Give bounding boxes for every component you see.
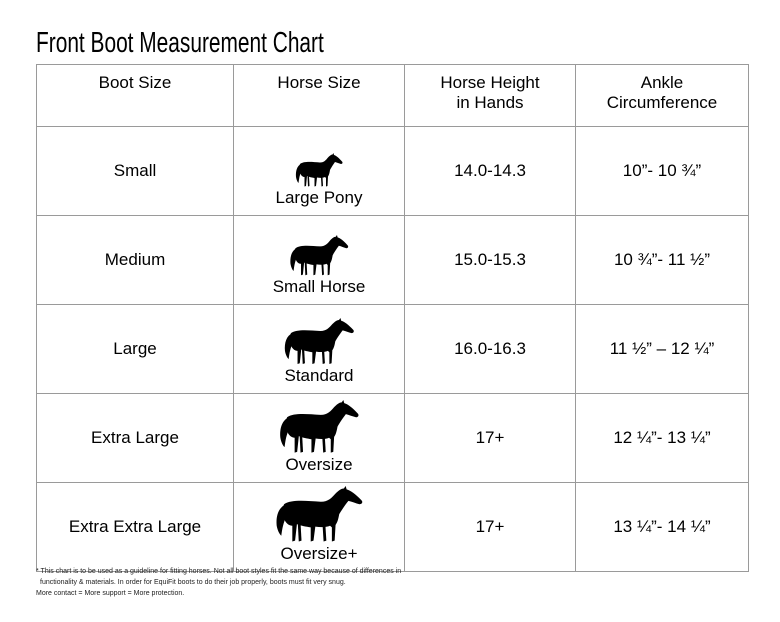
header-ankle-circumference	[576, 65, 749, 127]
ankle-circumference-cell: 10 ¾”- 11 ½”	[576, 216, 749, 305]
horse-silhouette-icon	[294, 153, 344, 188]
header-horse-height-line1: Horse Height	[440, 73, 540, 92]
horse-size-cell	[234, 216, 405, 305]
header-horse-height	[405, 65, 576, 127]
page-title: Front Boot Measurement Chart	[36, 27, 324, 59]
header-boot-size: Boot Size	[37, 65, 234, 127]
horse-silhouette-icon	[282, 318, 356, 366]
measurement-table	[36, 64, 749, 572]
horse-height-cell: 16.0-16.3	[405, 305, 576, 394]
horse-size-label: Small Horse	[272, 277, 366, 296]
boot-size-cell: Extra Large	[37, 394, 234, 483]
header-horse-size: Horse Size	[234, 65, 405, 127]
horse-size-cell	[234, 127, 405, 216]
horse-size-cell	[234, 394, 405, 483]
horse-height-cell: 17+	[405, 394, 576, 483]
table-row	[37, 394, 749, 483]
ankle-circumference-cell: 13 ¼”- 14 ¼”	[576, 483, 749, 572]
table-row	[37, 483, 749, 572]
horse-height-cell: 14.0-14.3	[405, 127, 576, 216]
ankle-circumference-cell: 11 ½” – 12 ¼”	[576, 305, 749, 394]
header-ankle-line1: Ankle	[640, 73, 684, 92]
footnote	[36, 566, 496, 599]
table-row	[37, 127, 749, 216]
header-horse-height-line2: in Hands	[456, 93, 524, 112]
footnote-line-2: functionality & materials. In order for EquiFit boots to do their job properly, boots must fit very snug.	[40, 579, 346, 586]
table-row	[37, 305, 749, 394]
boot-size-cell: Medium	[37, 216, 234, 305]
boot-size-cell: Extra Extra Large	[37, 483, 234, 572]
horse-size-label: Large Pony	[275, 188, 363, 207]
horse-size-label: Standard	[284, 366, 354, 385]
horse-silhouette-icon	[273, 486, 365, 544]
table-row	[37, 216, 749, 305]
header-ankle-line2: Circumference	[606, 93, 718, 112]
horse-size-cell	[234, 305, 405, 394]
horse-size-cell	[234, 483, 405, 572]
horse-size-label: Oversize+	[280, 544, 358, 563]
horse-height-cell: 17+	[405, 483, 576, 572]
boot-size-cell: Small	[37, 127, 234, 216]
ankle-circumference-cell: 12 ¼”- 13 ¼”	[576, 394, 749, 483]
table-header-row	[37, 65, 749, 127]
horse-height-cell: 15.0-15.3	[405, 216, 576, 305]
boot-size-cell: Large	[37, 305, 234, 394]
horse-size-label: Oversize	[285, 455, 353, 474]
horse-silhouette-icon	[288, 235, 350, 277]
footnote-line-3: More contact = More support = More protection.	[36, 590, 185, 597]
footnote-line-1: * This chart is to be used as a guideline for fitting horses. Not all boot styles fit the same way because of differences in	[36, 568, 402, 575]
horse-silhouette-icon	[277, 400, 361, 455]
ankle-circumference-cell: 10”- 10 ¾”	[576, 127, 749, 216]
